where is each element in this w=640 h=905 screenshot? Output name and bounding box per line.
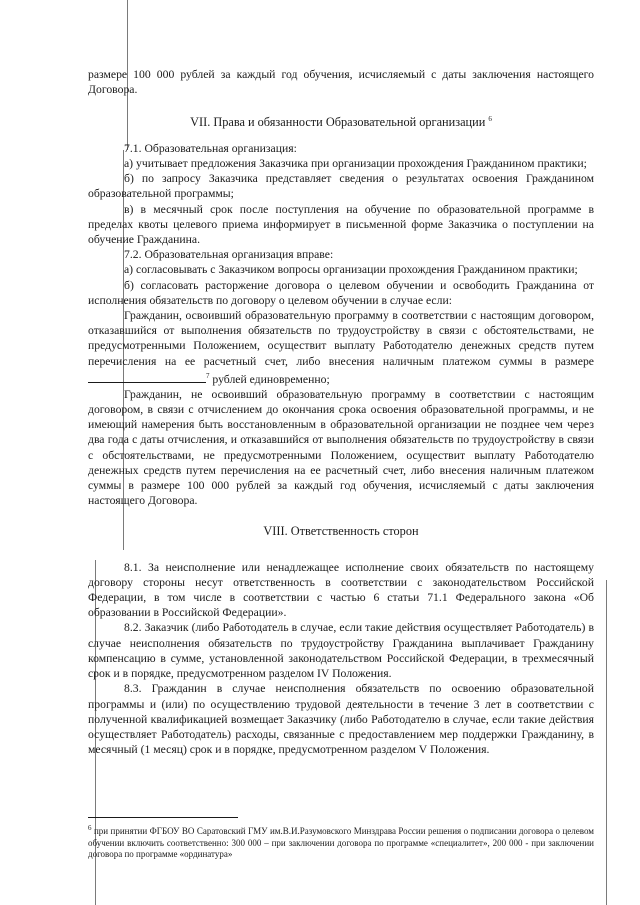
clause-7-1: 7.1. Образовательная организация: [124,141,297,155]
footnote-6 [88,823,594,861]
amount-footnote-mark: 7 [206,371,210,380]
clause-7-1-v: в) в месячный срок после поступления на обучение по образовательной программе в пределах квоты целевого приема информирует в письменной форме Заказчика о поступлении на обучение Гражданина. [88,202,594,246]
section-7-title: VII. Права и обязанности Образовательной организации [190,115,486,130]
amount-blank-line [88,373,206,383]
clause-8-2: 8.2. Заказчик (либо Работодатель в случае, если такие действия осуществляет Работодатель) в случае неисполнения обязательств по трудоустройству Гражданина выплачивает Гражданину компенсацию в сумме, установленной законодательством Российской Федерации, в трехмесячный срок и в порядке, предусмотренном разделом IV Положения. [88,621,594,681]
clause-7-2-b: б) согласовать расторжение договора о целевом обучении и освободить Гражданина от исполнения обязательств по договору о целевом обучении в случае если: [88,278,594,307]
clause-7-2-a: а) согласовывать с Заказчиком вопросы организации прохождения Гражданином практики; [124,263,578,277]
clause-7-1-b: б) по запросу Заказчика представляет сведения о результатах освоения Гражданином образовательной программы; [88,172,594,201]
condition-graduate-tail: рублей единовременно; [212,372,330,386]
clause-7-2: 7.2. Образовательная организация вправе: [124,248,334,262]
condition-graduate [88,308,594,387]
footnote-separator [88,817,238,818]
intro-paragraph: размере 100 000 рублей за каждый год обучения, исчисляемый с даты заключения настоящего Договора. [88,68,594,97]
section-8-heading: VIII. Ответственность сторон [263,524,419,539]
scan-edge-line-right [606,580,607,905]
condition-expelled: Гражданин, не освоивший образовательную программу в соответствии с настоящим договором, в связи с отчислением до окончания срока освоения образовательной программы, и не имеющий намерения быть восстановленным в образовательной организации не позднее чем через два года с даты отчисления, и отказавшийся от выполнения обязательств по трудоустройству в связи с обстоятельствами, не предусмотренными Положением, осуществит выплату Работодателю денежных средств путем перечисления на ее расчетный счет, либо внесения наличным платежом суммы в размере 100 000 рублей за каждый год обучения, исчисляемый с даты заключения настоящего Договора. [88,387,594,508]
clause-8-3: 8.3. Гражданин в случае неисполнения обязательств по освоению образовательной программы и (или) по осуществлению трудовой деятельности в течение 3 лет в соответствии с полученной квалификацией возмещает Заказчику (либо Работодателю в случае, если такие действия осуществляет Работодатель) расходы, связанные с предоставлением мер поддержки Гражданину, в месячный (1 месяц) срок и в порядке, предусмотренном разделом V Положения. [88,682,594,757]
condition-graduate-text: Гражданин, освоивший образовательную программу в соответствии с настоящим договором, отказавшийся от выполнения обязательств по трудоустройству в связи с обстоятельствами, не предусмотренными Положением, осуществит выплату Работодателю денежных средств путем перечисления на ее расчетный счет, либо внесения наличным платежом суммы в размере [88,308,594,368]
section-7-footnote-mark: 6 [488,115,492,124]
footnote-6-text: при принятии ФГБОУ ВО Саратовский ГМУ им.В.И.Разумовского Минздрава России решения о подписании договора о целевом обучении включить соответственно: 300 000 – при заключении договора по программе «специалитет», 200 000 - при заключении договора по программе «ординатура» [88,826,594,860]
clause-8-1: 8.1. За неисполнение или ненадлежащее исполнение своих обязательств по настоящему договору стороны несут ответственность в соответствии с законодательством Российской Федерации, в том числе в соответствии с частью 6 статьи 71.1 Федерального закона «Об образовании в Российской Федерации». [88,560,594,620]
footnote-6-mark: 6 [88,824,92,832]
document-body [88,67,594,757]
clause-7-1-a: а) учитывает предложения Заказчика при организации прохождения Гражданином практики; [124,156,587,170]
section-7-heading [88,112,594,130]
